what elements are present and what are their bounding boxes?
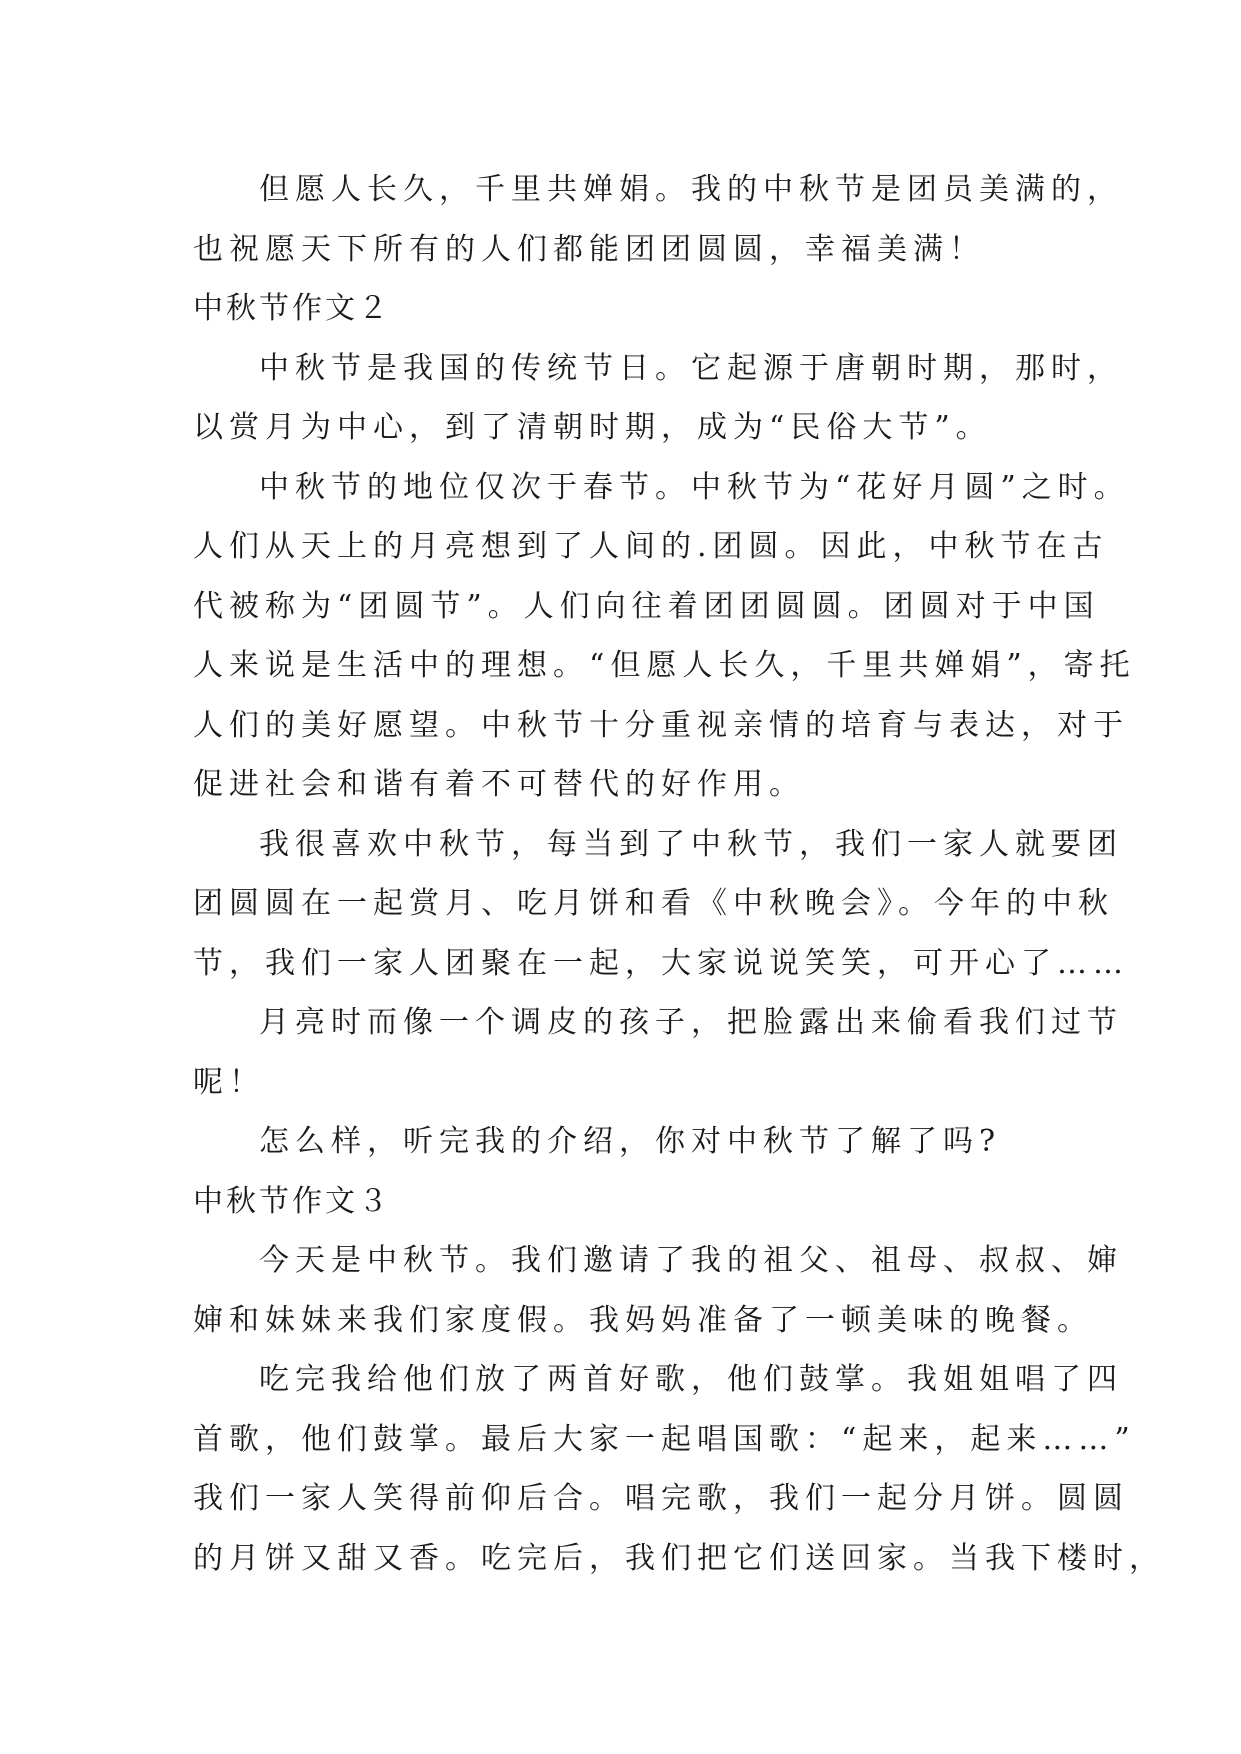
text-line: 今天是中秋节。我们邀请了我的祖父、祖母、叔叔、婶 [259,1243,1123,1278]
text-line: 的月饼又甜又香。吃完后，我们把它们送回家。当我下楼时， [193,1540,1165,1576]
text-line: 节，我们一家人团聚在一起，大家说说笑笑，可开心了…… [193,945,1129,981]
text-line: 中秋节的地位仅次于春节。中秋节为“花好月圆”之时。 [259,469,1130,505]
text-line: 我很喜欢中秋节，每当到了中秋节，我们一家人就要团 [259,826,1123,862]
text-line: 代被称为“团圆节”。人们向往着团团圆圆。团圆对于中国 [193,588,1100,624]
text-line: 但愿人长久，千里共婵娟。我的中秋节是团员美满的， [259,172,1123,207]
text-line: 首歌，他们鼓掌。最后大家一起唱国歌：“起来，起来……” [193,1421,1136,1457]
text-line: 月亮时而像一个调皮的孩子，把脸露出来偷看我们过节 [259,1005,1123,1040]
text-line: 怎么样，听完我的介绍，你对中秋节了解了吗? [259,1124,1002,1159]
text-line: 也祝愿天下所有的人们都能团团圆圆，幸福美满！ [193,231,985,267]
text-line: 人们从天上的月亮想到了人间的.团圆。因此，中秋节在古 [193,529,1109,564]
text-line: 团圆圆在一起赏月、吃月饼和看《中秋晚会》。今年的中秋 [193,886,1114,921]
text-line: 以赏月为中心，到了清朝时期，成为“民俗大节”。 [193,410,992,445]
text-line: 婶和妹妹来我们家度假。我妈妈准备了一顿美味的晚餐。 [193,1302,1093,1338]
text-line: 我们一家人笑得前仰后合。唱完歌，我们一起分月饼。圆圆 [193,1481,1129,1516]
text-line: 呢！ [193,1064,265,1100]
text-line: 中秋节是我国的传统节日。它起源于唐朝时期，那时， [259,350,1123,386]
text-line: 人们的美好愿望。中秋节十分重视亲情的培育与表达，对于 [193,707,1129,743]
text-line: 促进社会和谐有着不可替代的好作用。 [193,767,805,802]
section-heading: 中秋节作文３ [193,1183,391,1219]
text-line: 吃完我给他们放了两首好歌，他们鼓掌。我姐姐唱了四 [259,1362,1123,1397]
section-heading: 中秋节作文２ [193,291,391,326]
text-line: 人来说是生活中的理想。“但愿人长久，千里共婵娟”，寄托 [193,648,1136,683]
document-body [193,160,1165,1588]
